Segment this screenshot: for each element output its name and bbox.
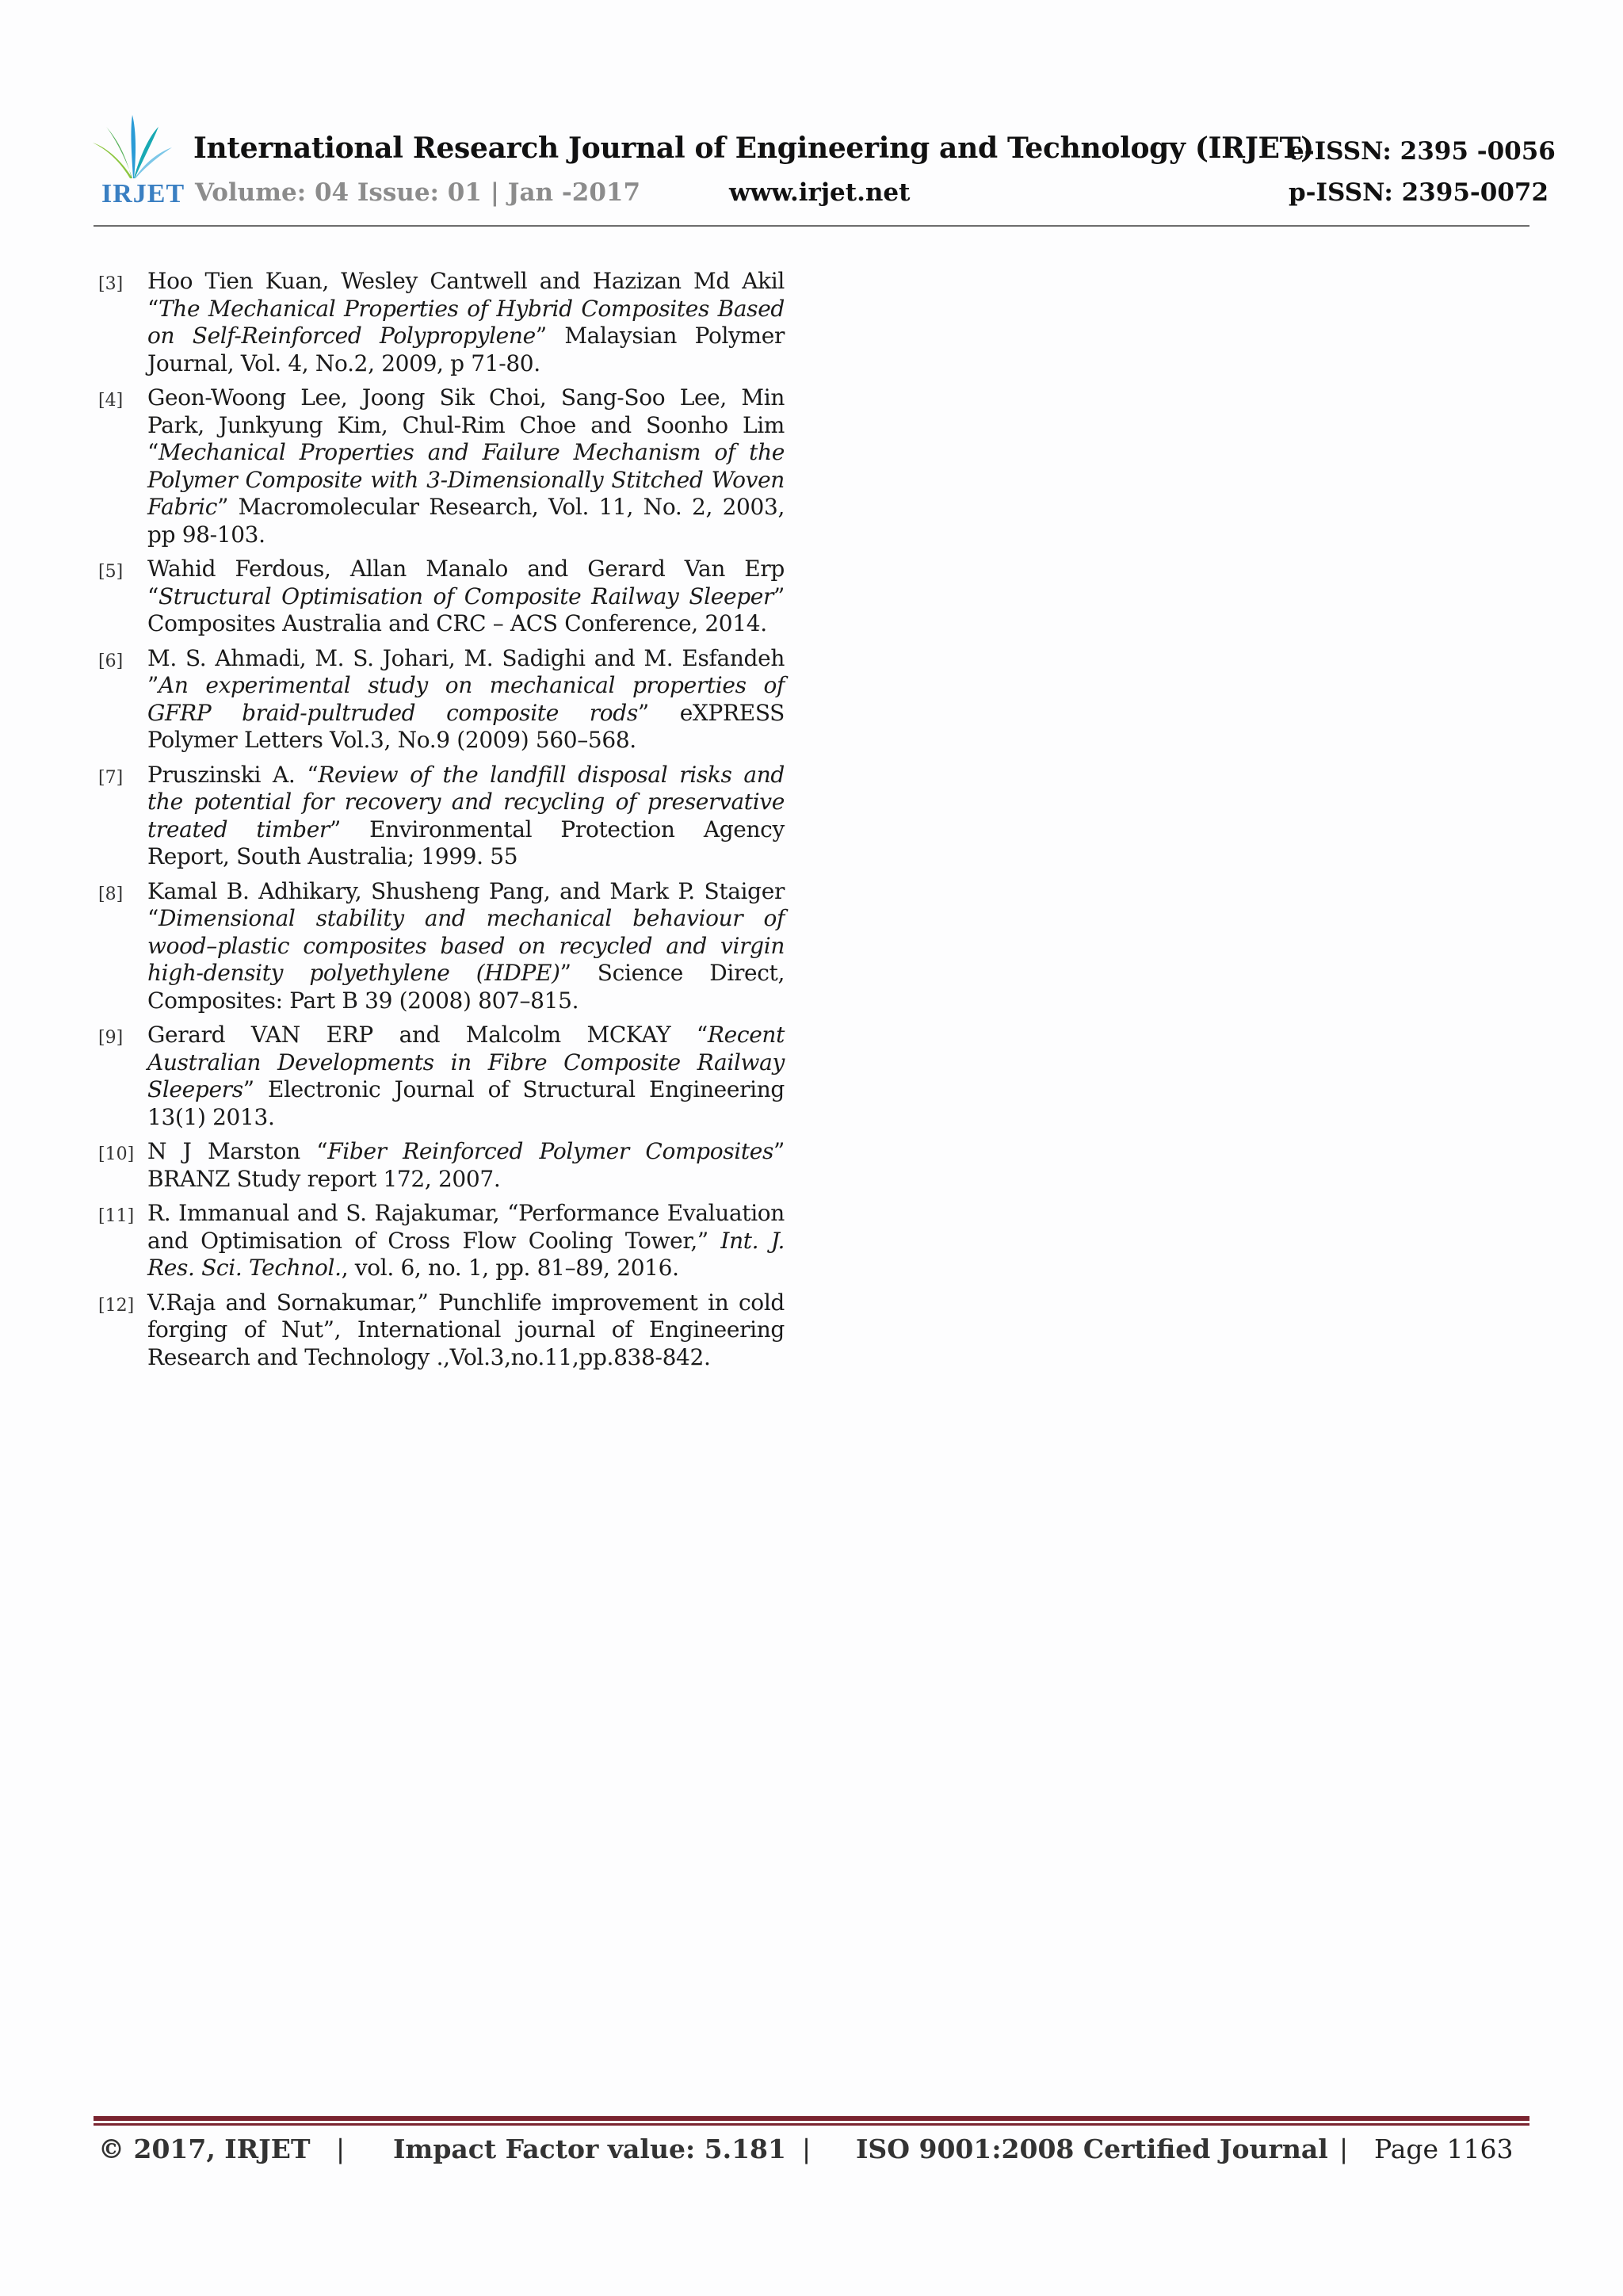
reference-number: [7]: [98, 767, 124, 788]
reference-source: ” Electronic Journal of Structural Engineering 13(1) 2013.: [147, 1076, 785, 1130]
reference-text: [147, 1200, 785, 1282]
reference-item: [94, 384, 785, 548]
reference-text: [147, 1138, 785, 1193]
footer-divider: [94, 2116, 1529, 2121]
p-issn: p-ISSN: 2395-0072: [1289, 178, 1549, 207]
page-header: [0, 0, 1623, 238]
reference-number: [9]: [98, 1028, 124, 1048]
footer-iso: ISO 9001:2008 Certified Journal: [856, 2134, 1328, 2164]
reference-title: Fiber Reinforced Polymer Composites: [327, 1138, 774, 1164]
reference-number: [4]: [98, 391, 124, 411]
page-footer: [98, 2134, 1525, 2173]
reference-text: [147, 556, 785, 638]
footer-divider-thin: [94, 2123, 1529, 2126]
reference-text: [147, 268, 785, 377]
reference-title: Int. J. Res. Sci. Technol.: [147, 1227, 785, 1281]
footer-separator: |: [1339, 2134, 1349, 2164]
reference-text: [147, 1022, 785, 1131]
reference-text: [147, 1289, 785, 1372]
reference-text: [147, 645, 785, 755]
logo-leaf-icon: [89, 111, 176, 182]
reference-item: [94, 556, 785, 638]
reference-text: [147, 384, 785, 548]
reference-item: [94, 268, 785, 377]
reference-number: [11]: [98, 1206, 135, 1226]
reference-source: , vol. 6, no. 1, pp. 81–89, 2016.: [341, 1255, 679, 1281]
reference-source: ” eXPRESS Polymer Letters Vol.3, No.9 (2009) 560–568.: [147, 699, 785, 753]
footer-separator: |: [802, 2134, 812, 2164]
reference-item: [94, 1289, 785, 1372]
footer-impact-factor: Impact Factor value: 5.181: [393, 2134, 786, 2164]
reference-title: Review of the landfill disposal risks and the potential for recovery and recycling of preservative treated timber: [147, 761, 785, 842]
reference-item: [94, 1138, 785, 1193]
reference-text: [147, 762, 785, 871]
reference-authors: Pruszinski A. “: [147, 761, 319, 788]
reference-number: [12]: [98, 1295, 135, 1316]
volume-issue: Volume: 04 Issue: 01 | Jan -2017: [195, 178, 641, 207]
reference-number: [5]: [98, 562, 124, 582]
reference-number: [3]: [98, 274, 124, 294]
reference-list: [94, 268, 785, 1378]
reference-item: [94, 1200, 785, 1282]
reference-title: Structural Optimisation of Composite Railway Sleeper: [158, 583, 774, 609]
reference-item: [94, 762, 785, 871]
logo-text: IRJET: [101, 179, 185, 208]
reference-text: [147, 878, 785, 1015]
reference-number: [6]: [98, 651, 124, 671]
footer-copyright: © 2017, IRJET: [98, 2134, 311, 2164]
website-link[interactable]: www.irjet.net: [729, 178, 911, 207]
reference-authors: Kamal B. Adhikary, Shusheng Pang, and Mark P. Staiger “: [147, 877, 785, 931]
reference-source: ” Environmental Protection Agency Report, South Australia; 1999. 55: [147, 816, 785, 869]
reference-authors: N J Marston “: [147, 1138, 328, 1164]
reference-authors: R. Immanual and S. Rajakumar, “Performance Evaluation and Optimisation of Cross Flow Cooling Tower,”: [147, 1200, 785, 1254]
reference-authors: V.Raja and Sornakumar,” Punchlife improvement in cold forging of Nut”, International journal of Engineering Research and Technology .,Vol.3,no.11,pp.838-842.: [147, 1289, 785, 1370]
reference-title: Dimensional stability and mechanical behaviour of wood–plastic composites based on recycled and virgin high-density polyethylene (HDPE): [147, 905, 785, 986]
reference-source: ” Macromolecular Research, Vol. 11, No. 2, 2003, pp 98-103.: [147, 494, 785, 548]
reference-source: ” BRANZ Study report 172, 2007.: [147, 1138, 785, 1192]
footer-page-number: Page 1163: [1374, 2134, 1514, 2164]
reference-source: ” Malaysian Polymer Journal, Vol. 4, No.2, 2009, p 71-80.: [147, 323, 785, 376]
reference-item: [94, 878, 785, 1015]
footer-separator: |: [336, 2134, 346, 2164]
reference-title: Mechanical Properties and Failure Mechanism of the Polymer Composite with 3-Dimensionally Stitched Woven Fabric: [147, 439, 785, 520]
reference-authors: Wahid Ferdous, Allan Manalo and Gerard Van Erp “: [147, 556, 785, 609]
journal-title: International Research Journal of Engineering and Technology (IRJET): [193, 132, 1314, 165]
reference-authors: Gerard VAN ERP and Malcolm MCKAY “: [147, 1022, 708, 1048]
reference-authors: M. S. Ahmadi, M. S. Johari, M. Sadighi and M. Esfandeh ”: [147, 644, 785, 698]
reference-number: [8]: [98, 884, 124, 904]
reference-source: ” Science Direct, Composites: Part B 39 (2008) 807–815.: [147, 960, 785, 1014]
reference-title: Recent Australian Developments in Fibre Composite Railway Sleepers: [147, 1022, 785, 1102]
reference-title: An experimental study on mechanical properties of GFRP braid-pultruded composite rods: [147, 672, 785, 726]
e-issn: e-ISSN: 2395 -0056: [1289, 137, 1556, 166]
irjet-logo: [89, 111, 184, 214]
reference-authors: Geon-Woong Lee, Joong Sik Choi, Sang-Soo Lee, Min Park, Junkyung Kim, Chul-Rim Choe and Soonho Lim “: [147, 384, 785, 465]
header-divider: [94, 225, 1529, 227]
reference-source: ” Composites Australia and CRC – ACS Conference, 2014.: [147, 583, 785, 636]
reference-item: [94, 1022, 785, 1131]
reference-title: The Mechanical Properties of Hybrid Composites Based on Self-Reinforced Polypropylene: [147, 295, 785, 349]
reference-number: [10]: [98, 1144, 135, 1164]
reference-authors: Hoo Tien Kuan, Wesley Cantwell and Hazizan Md Akil “: [147, 268, 785, 322]
reference-item: [94, 645, 785, 755]
